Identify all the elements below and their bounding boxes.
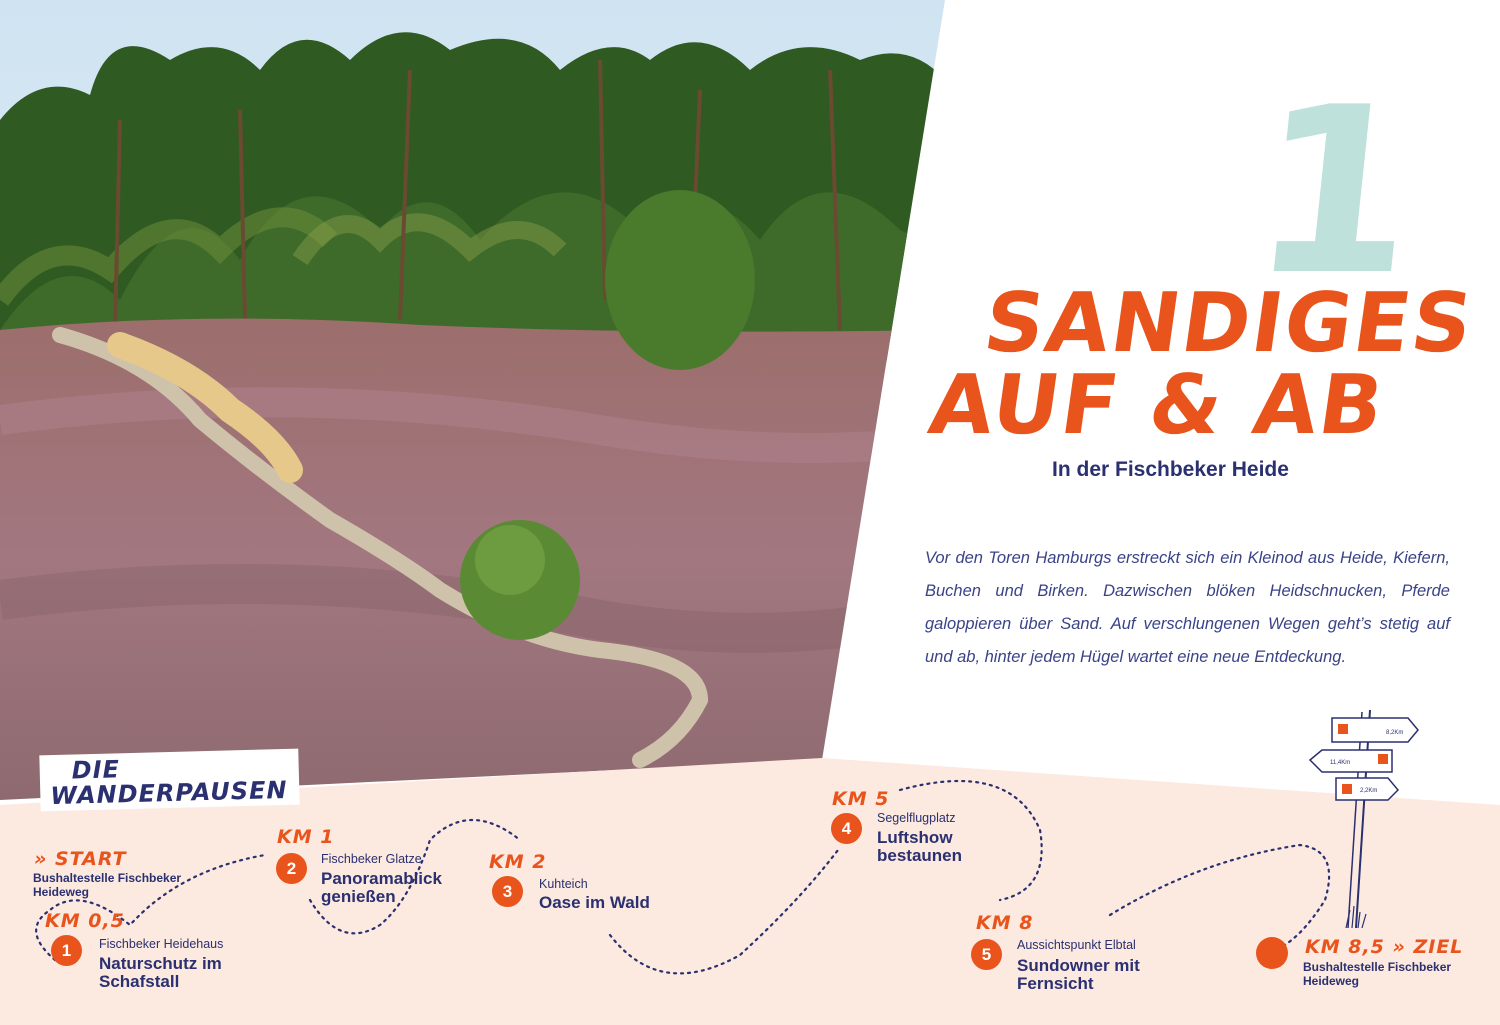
start-label: » START <box>34 848 127 870</box>
sign-distance-3: 2,2Km <box>1360 788 1378 794</box>
tour-title-line2: AUF & AB <box>923 358 1391 453</box>
stop-3-place: Kuhteich <box>539 877 588 891</box>
pauses-heading-line1: DIE <box>71 755 121 785</box>
stop-2-place: Fischbeker Glatze <box>321 852 422 866</box>
stop-3-km: KM 2 <box>489 851 547 873</box>
finish-marker <box>1256 937 1288 969</box>
stop-5-place: Aussichtspunkt Elbtal <box>1017 938 1136 952</box>
tour-title-line1: SANDIGES <box>978 276 1480 371</box>
sign-distance-2: 11,4Km <box>1330 760 1351 766</box>
stop-1-km: KM 0,5 <box>45 910 125 932</box>
stop-1-marker: 1 <box>51 935 82 966</box>
stop-3-marker: 3 <box>492 876 523 907</box>
stop-4-place: Segelflugplatz <box>877 811 956 825</box>
start-place: Bushaltestelle Fischbeker Heideweg <box>33 871 182 899</box>
tour-intro: Vor den Toren Hamburgs erstreckt sich ein Kleinod aus Heide, Kiefern, Buchen und Birken. Dazwischen blöken Heidschnucken, Pferde galoppieren über Sand. Auf verschlungenen Wegen geht’s stetig auf und ab, hinter jedem Hügel wartet eine neue Entdeckung. <box>925 549 1450 666</box>
stop-2-marker: 2 <box>276 853 307 884</box>
stop-3-action: Oase im Wald <box>539 893 650 912</box>
pauses-heading <box>39 749 300 812</box>
stop-5-marker: 5 <box>971 939 1002 970</box>
tour-number: 1 <box>1241 59 1430 326</box>
stop-1-place: Fischbeker Heidehaus <box>99 937 224 951</box>
stop-2-km: KM 1 <box>277 826 335 848</box>
sign-distance-1: 8,2Km <box>1386 730 1404 736</box>
stop-4-km: KM 5 <box>832 788 890 810</box>
stop-2-action: Panoramablick genießen <box>321 869 442 906</box>
pauses-heading-line2: WANDERPAUSEN <box>50 775 288 811</box>
stop-5-km: KM 8 <box>976 912 1034 934</box>
stop-4-marker: 4 <box>831 813 862 844</box>
stop-5-action: Sundowner mit Fernsicht <box>1017 956 1140 993</box>
finish-label: KM 8,5 » ZIEL <box>1305 936 1464 958</box>
stop-4-action: Luftshow bestaunen <box>877 828 963 865</box>
stop-1-action: Naturschutz im Schafstall <box>99 954 222 991</box>
tour-subtitle: In der Fischbeker Heide <box>1052 458 1289 481</box>
finish-place: Bushaltestelle Fischbeker Heideweg <box>1303 960 1452 988</box>
signpost-illustration <box>1300 700 1440 940</box>
